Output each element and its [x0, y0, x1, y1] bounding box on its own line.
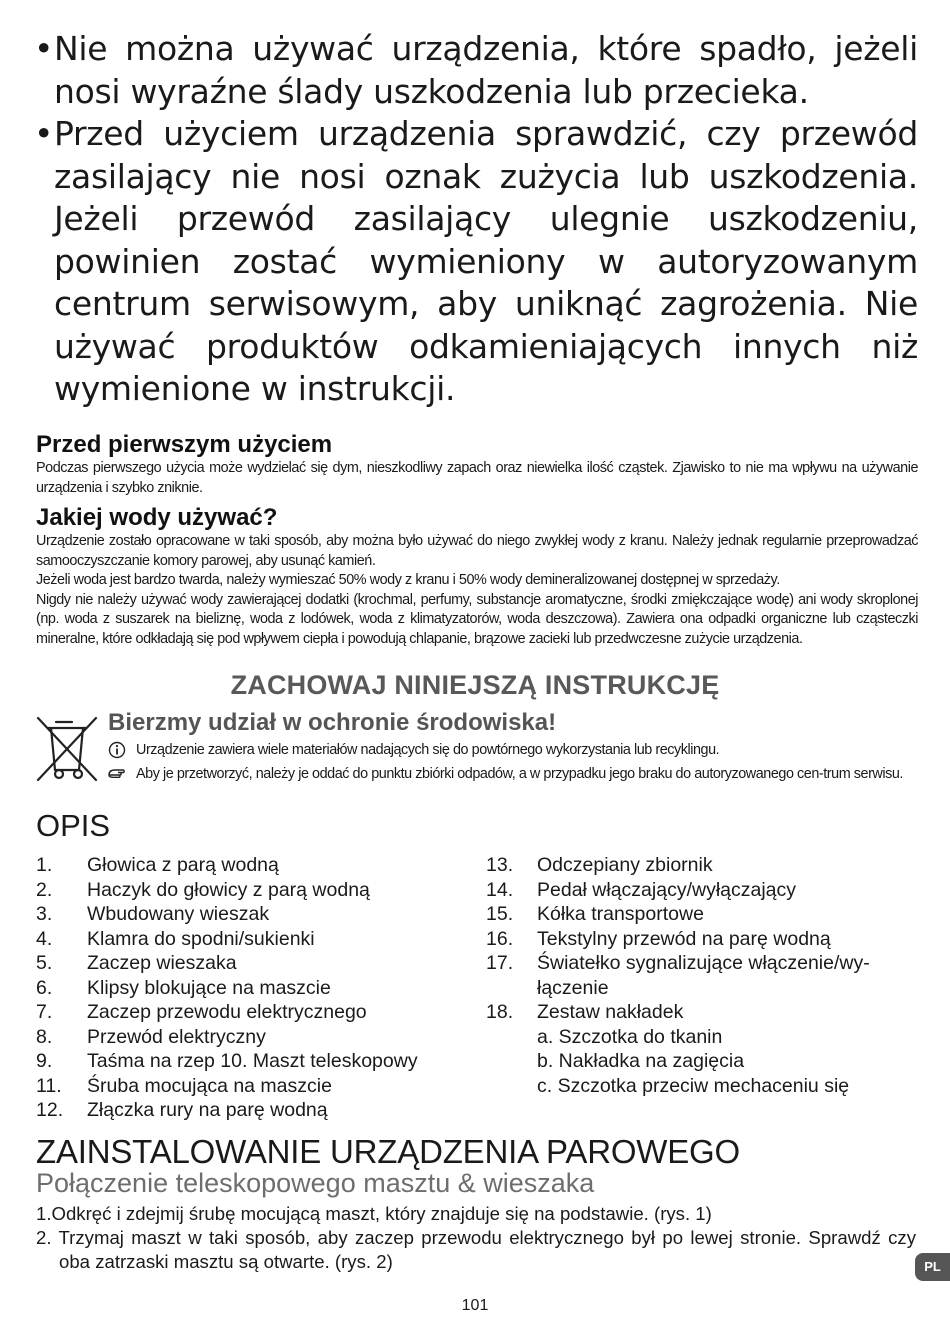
- item-number: 6.: [36, 976, 53, 999]
- installation-step: 2. Trzymaj maszt w taki sposób, aby zaczep przewodu elektrycznego był po lewej stronie. Sprawdź czy oba zatrzaski masztu są otwarte. (rys. 2): [36, 1227, 916, 1272]
- item-number: 1.: [36, 854, 53, 876]
- warning-text: • Przed użyciem urządzenia sprawdzić, czy przewód zasilający nie nosi oznak zużycia lub uszkodzenia. Jeżeli przewód zasilający ulegnie uszkodzeniu, powinien zostać wymieniony w autoryzowanym centrum serwisowym, aby uniknąć zagrożenia. Nie używać produktów odkamieniających innych niż wymienione w instrukcji.: [54, 114, 918, 408]
- item-label: Klamra do spodni/sukienki: [87, 927, 315, 950]
- item-label: Haczyk do głowicy z parą wodną: [87, 878, 370, 901]
- item-label: Taśma na rzep 10. Maszt teleskopowy: [87, 1050, 418, 1072]
- item-number: 4.: [36, 927, 53, 950]
- safety-warnings: [34, 28, 918, 411]
- item-label: Złączka rury na parę wodną: [87, 1099, 328, 1121]
- list-item: [486, 902, 916, 927]
- list-item: [486, 927, 916, 952]
- first-use-text: Podczas pierwszego użycia może wydzielać się dym, nieszkodliwy zapach oraz niewielka ilość cząstek. Zjawisko to nie ma wpływu na używanie urządzenia i szybko zniknie.: [36, 460, 918, 496]
- item-number: 2.: [36, 878, 53, 901]
- list-item: [36, 878, 466, 903]
- list-item: [486, 853, 916, 878]
- description-title: OPIS: [36, 808, 111, 843]
- crossed-out-wheelie-bin-icon: [34, 714, 100, 784]
- item-label: Światełko sygnalizujące włączenie/wy-łączenie: [537, 952, 870, 999]
- water-paragraph: Nigdy nie należy używać wody zawierającej dodatki (krochmal, perfumy, substancje aromatyczne, środki zmiękczające wodę) ani wody skroplonej (np. woda z suszarek na bieliznę, woda z lodówek, woda z klimatyzatorów, woda deszczowa). Zawiera ona odpadki organiczne lub cząsteczki mineralne, które odkładają się pod wpływem ciepła i powodują chlapanie, brązowe zacieki lub przedwczesne zużycie urządzenia.: [36, 591, 918, 647]
- water-paragraph: Jeżeli woda jest bardzo twarda, należy wymieszać 50% wody z kranu i 50% wody demineralizowanej dostępnej w sprzedaży.: [36, 572, 780, 589]
- sub-item: a. Szczotka do tkanin: [537, 1025, 723, 1048]
- info-circle-icon: [108, 741, 126, 759]
- warning-text: • Nie można używać urządzenia, które spadło, jeżeli nosi wyraźne ślady uszkodzenia lub przecieka.: [54, 29, 918, 111]
- item-number: 13.: [486, 854, 514, 876]
- hand-pointing-icon: [108, 765, 126, 783]
- first-use-section: [36, 431, 918, 498]
- item-number: 7.: [36, 1001, 53, 1023]
- item-number: 16.: [486, 927, 514, 950]
- item-label: Zestaw nakładek: [537, 1001, 684, 1023]
- page-number: 101: [461, 1297, 489, 1314]
- list-item: [36, 1074, 466, 1099]
- item-label: Wbudowany wieszak: [87, 903, 270, 925]
- item-label: Tekstylny przewód na parę wodną: [537, 927, 831, 950]
- water-section: [36, 504, 918, 650]
- item-number: 9.: [36, 1050, 53, 1072]
- item-number: 15.: [486, 903, 514, 925]
- list-item: [36, 853, 466, 878]
- installation-steps: [36, 1202, 916, 1274]
- list-item: [486, 878, 916, 903]
- installation-title: ZAINSTALOWANIE URZĄDZENIA PAROWEGO: [36, 1133, 740, 1170]
- list-item: [486, 1000, 916, 1098]
- item-label: Odczepiany zbiornik: [537, 854, 713, 876]
- item-number: 11.: [36, 1074, 62, 1097]
- environment-info-row: [108, 738, 918, 762]
- item-number: 18.: [486, 1001, 514, 1023]
- first-use-heading: Przed pierwszym użyciem: [36, 431, 333, 458]
- keep-instructions-banner: ZACHOWAJ NINIEJSZĄ INSTRUKCJĘ: [230, 670, 720, 700]
- item-number: 17.: [486, 952, 514, 974]
- environment-action-text: Aby je przetworzyć, należy je oddać do punktu zbiórki odpadów, a w przypadku jego braku do autoryzowanego cen-trum serwisu.: [136, 766, 903, 782]
- parts-list-left: [36, 853, 466, 1123]
- sub-item: b. Nakładka na zagięcia: [537, 1050, 745, 1072]
- water-heading: Jakiej wody używać?: [36, 504, 278, 531]
- item-label: Klipsy blokujące na maszcie: [87, 976, 331, 999]
- attachment-sublist: [537, 1025, 916, 1099]
- list-item: [36, 902, 466, 927]
- item-label: Przewód elektryczny: [87, 1025, 266, 1048]
- installation-subtitle: Połączenie teleskopowego masztu & wieszaka: [36, 1168, 595, 1198]
- list-item: [36, 1000, 466, 1025]
- item-label: Śruba mocująca na maszcie: [87, 1074, 332, 1097]
- installation-step: 1.Odkręć i zdejmij śrubę mocującą maszt, który znajduje się na podstawie. (rys. 1): [36, 1203, 712, 1224]
- warning-item: [34, 28, 918, 113]
- water-paragraph: Urządzenie zostało opracowane w taki sposób, aby można było używać do niego zwykłej wody z kranu. Należy jednak regularnie przeprowadzać samooczyszczanie komory parowej, aby usunąć kamień.: [36, 533, 918, 569]
- item-number: 8.: [36, 1025, 53, 1048]
- item-number: 5.: [36, 952, 53, 974]
- item-label: Kółka transportowe: [537, 903, 704, 925]
- parts-list-right: [486, 853, 916, 1098]
- item-label: Głowica z parą wodną: [87, 854, 279, 876]
- environment-action-row: [108, 762, 918, 786]
- list-item: [36, 1049, 466, 1074]
- item-label: Zaczep przewodu elektrycznego: [87, 1001, 367, 1023]
- sub-item: c. Szczotka przeciw mechaceniu się: [537, 1074, 850, 1097]
- list-item: [36, 1025, 466, 1050]
- item-label: Pedał włączający/wyłączający: [537, 878, 797, 901]
- item-number: 14.: [486, 878, 514, 901]
- list-item: [36, 927, 466, 952]
- list-item: [36, 976, 466, 1001]
- item-number: 3.: [36, 903, 53, 925]
- list-item: [36, 1098, 466, 1123]
- list-item: [36, 951, 466, 976]
- language-tab: PL: [915, 1253, 950, 1281]
- environment-info-text: Urządzenie zawiera wiele materiałów nadających się do powtórnego wykorzystania lub recyklingu.: [136, 742, 720, 758]
- warning-item: [34, 113, 918, 411]
- environment-heading: Bierzmy udział w ochronie środowiska!: [108, 709, 557, 736]
- environment-section: [108, 708, 918, 786]
- item-label: Zaczep wieszaka: [87, 952, 237, 974]
- item-number: 12.: [36, 1099, 64, 1121]
- list-item: [486, 951, 916, 1000]
